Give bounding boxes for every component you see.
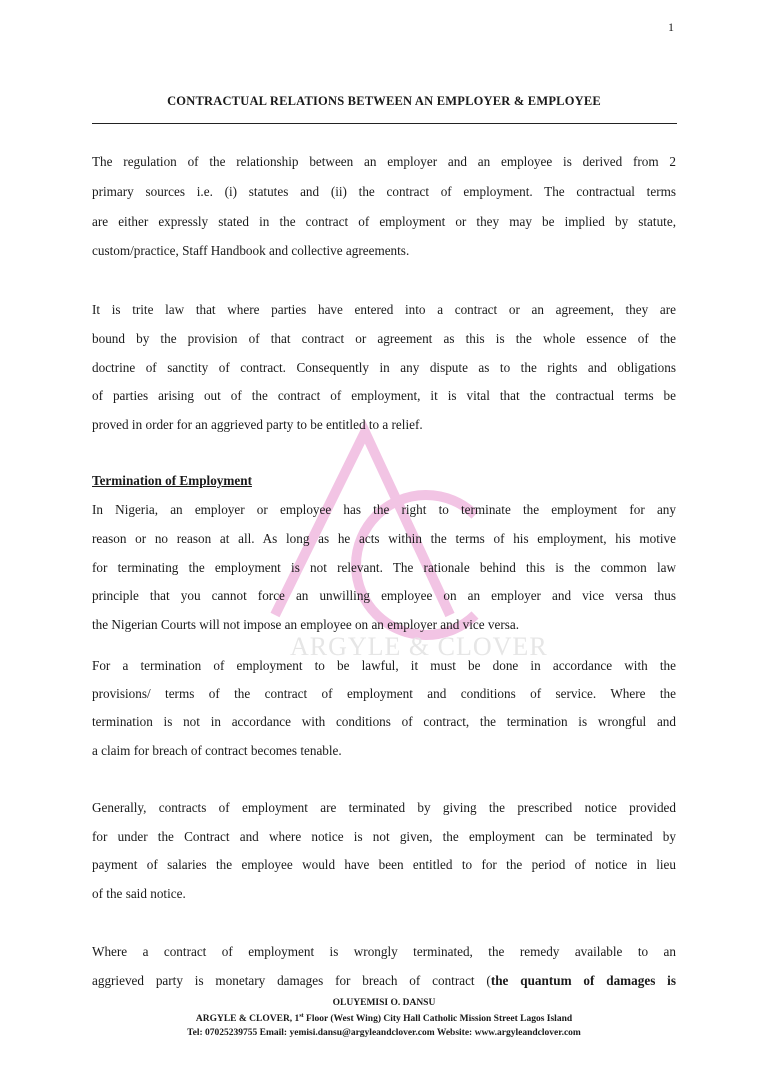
body-text-line xyxy=(92,856,676,874)
body-text-line xyxy=(92,685,676,703)
body-text-line xyxy=(92,559,676,577)
body-text-line xyxy=(92,885,676,903)
line-text: Generally, contracts of employment are terminated by giving the prescribed notice provided xyxy=(92,800,676,815)
footer-address xyxy=(92,1013,676,1024)
page-number: 1 xyxy=(668,20,674,34)
line-text: custom/practice, Staff Handbook and collective agreements. xyxy=(92,243,410,258)
line-text: For a termination of employment to be lawful, it must be done in accordance with the xyxy=(92,658,676,673)
footer-address-text: ARGYLE & CLOVER, 1 xyxy=(195,1014,300,1025)
line-text: Termination of Employment xyxy=(92,473,252,488)
line-text: provisions/ terms of the contract of employment and conditions of service. Where the xyxy=(92,686,676,701)
line-text: bound by the provision of that contract or agreement as this is the whole essence of the xyxy=(92,331,676,346)
body-text-line xyxy=(92,943,676,961)
body-text-line xyxy=(92,972,676,990)
footer-contact: Tel: 07025239755 Email: yemisi.dansu@argyleandclover.com Website: www.argyleandclover.com xyxy=(187,1028,581,1038)
body-text-line xyxy=(92,359,676,377)
line-text: principle that you cannot force an unwilling employee on an employer and vice versa thus xyxy=(92,588,676,603)
body-text-line xyxy=(92,213,676,231)
line-text: of the said notice. xyxy=(92,886,186,901)
body-text-line xyxy=(92,153,676,171)
line-text: In Nigeria, an employer or employee has the right to terminate the employment for any xyxy=(92,502,676,517)
footer-address-sup: st xyxy=(299,1013,304,1019)
line-text: of parties arising out of the contract of employment, it is vital that the contractual terms be xyxy=(92,388,676,403)
line-text: a claim for breach of contract becomes tenable. xyxy=(92,743,342,758)
line-text: termination is not in accordance with conditions of contract, the termination is wrongful and xyxy=(92,714,676,729)
body-text-line xyxy=(92,713,676,731)
section-heading xyxy=(92,472,676,490)
line-text: Where a contract of employment is wrongly terminated, the remedy available to an xyxy=(92,944,676,959)
body-text-line xyxy=(92,530,676,548)
body-text-line xyxy=(92,416,676,434)
body-text-line xyxy=(92,587,676,605)
line-text: for terminating the employment is not relevant. The rationale behind this is the common law xyxy=(92,560,676,575)
body-text-line xyxy=(92,387,676,405)
footer-address-text-2: Floor (West Wing) City Hall Catholic Mission Street Lagos Island xyxy=(303,1014,573,1025)
body-text-line xyxy=(92,616,676,634)
line-text: reason or no reason at all. As long as he acts within the terms of his employment, his motive xyxy=(92,531,676,546)
line-text: are either expressly stated in the contract of employment or they may be implied by statute, xyxy=(92,214,676,229)
body-text-line xyxy=(92,330,676,348)
line-text: payment of salaries the employee would have been entitled to for the period of notice in lieu xyxy=(92,857,676,872)
watermark-text: ARGYLE & CLOVER xyxy=(290,632,548,661)
line-text: for under the Contract and where notice is not given, the employment can be terminated by xyxy=(92,829,676,844)
body-text-line xyxy=(92,242,676,260)
line-text: primary sources i.e. (i) statutes and (ii) the contract of employment. The contractual terms xyxy=(92,184,676,199)
line-text: doctrine of sanctity of contract. Consequently in any dispute as to the rights and obligations xyxy=(92,360,676,375)
title-divider xyxy=(92,123,677,124)
body-text-line xyxy=(92,183,676,201)
bold-text: the quantum of damages is xyxy=(490,973,676,988)
body-text-line xyxy=(92,799,676,817)
line-text: proved in order for an aggrieved party to be entitled to a relief. xyxy=(92,417,423,432)
body-text-line xyxy=(92,301,676,319)
document-title: CONTRACTUAL RELATIONS BETWEEN AN EMPLOYER & EMPLOYEE xyxy=(167,94,601,108)
body-text-line xyxy=(92,828,676,846)
line-text: It is trite law that where parties have entered into a contract or an agreement, they are xyxy=(92,302,676,317)
footer-name: OLUYEMISI O. DANSU xyxy=(332,998,436,1008)
body-text-line xyxy=(92,657,676,675)
body-text-line xyxy=(92,742,676,760)
line-text: The regulation of the relationship between an employer and an employee is derived from 2 xyxy=(92,154,676,169)
line-text: the Nigerian Courts will not impose an employee on an employer and vice versa. xyxy=(92,617,520,632)
line-text: aggrieved party is monetary damages for breach of contract ( xyxy=(92,973,491,988)
body-text-line xyxy=(92,501,676,519)
